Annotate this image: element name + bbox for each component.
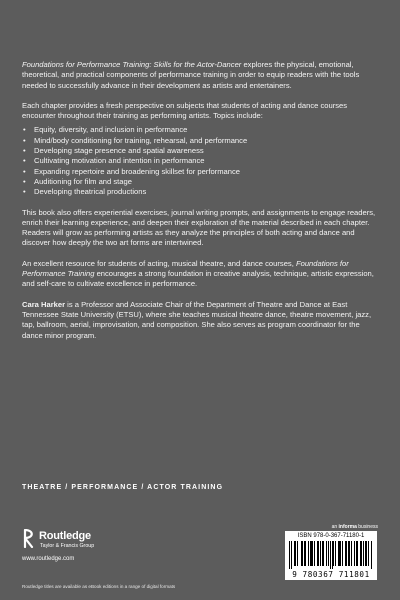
barcode-bar: [323, 541, 324, 566]
barcode-bar: [305, 541, 306, 566]
barcode-bar: [317, 541, 318, 566]
book-title-italic: Foundations for Performance Training: Skills for the Actor-Dancer: [22, 60, 242, 69]
barcode-bar: [322, 541, 323, 566]
ebook-availability-note: Routledge titles are available as eBook editions in a range of digital formats: [22, 584, 176, 589]
subject-category: THEATRE / PERFORMANCE / ACTOR TRAINING: [22, 484, 224, 491]
topic-item: • Developing stage presence and spatial awareness: [22, 146, 378, 156]
barcode-bar: [346, 541, 347, 566]
barcode-bar: [335, 541, 336, 566]
barcode-bar: [357, 541, 358, 566]
barcode-bar: [368, 541, 369, 566]
barcode-bar: [340, 541, 341, 566]
barcode-bar: [361, 541, 362, 566]
topic-item: • Equity, diversity, and inclusion in performance: [22, 125, 378, 135]
barcode-bar: [366, 541, 367, 566]
barcode-bar: [297, 541, 298, 566]
intro-paragraph: [22, 60, 378, 91]
publisher-block: [22, 529, 172, 569]
barcode-bar: [312, 541, 313, 566]
barcode-bar: [304, 541, 305, 566]
barcode-bar: [314, 541, 315, 566]
barcode-icon: [289, 541, 373, 569]
barcode-bar: [339, 541, 340, 566]
topic-item: • Auditioning for film and stage: [22, 177, 378, 187]
author-name: Cara Harker: [22, 299, 66, 309]
barcode-bar: [363, 541, 364, 566]
barcode-bar: [356, 541, 357, 566]
barcode-bar: [333, 541, 334, 566]
barcode-bar: [345, 541, 346, 566]
barcode-bar: [348, 541, 349, 566]
informa-prefix: an: [331, 524, 339, 530]
chapters-paragraph: Each chapter provides a fresh perspective on subjects that students of acting and dance courses encounter throughout their training as performing artists. Topics include:: [22, 100, 348, 121]
publisher-group: Taylor & Francis Group: [40, 543, 95, 549]
barcode-bar: [318, 541, 319, 566]
barcode-bar: [349, 541, 350, 566]
barcode-bar: [342, 541, 343, 566]
barcode-bar: [320, 541, 321, 566]
resource-paragraph: [22, 259, 378, 290]
barcode-bar: [301, 541, 302, 566]
barcode-bar: [289, 541, 290, 569]
barcode-bar: [310, 541, 311, 566]
barcode-bar: [295, 541, 296, 566]
barcode-bar: [351, 541, 352, 566]
isbn-barcode-block: [285, 531, 377, 580]
barcode-bar: [311, 541, 312, 566]
resource-book-title: Foundations for Performance Training: [22, 258, 349, 279]
informa-business-tag: [332, 524, 378, 530]
barcode-bar: [294, 541, 295, 566]
resource-text-start: An excellent resource for students of acting, musical theatre, and dance courses,: [22, 258, 296, 268]
barcode-bar: [302, 541, 303, 566]
informa-suffix: business: [356, 524, 378, 530]
back-cover-blurb: [22, 60, 378, 351]
topics-list: [22, 125, 378, 197]
barcode-bar: [332, 541, 333, 569]
exercises-paragraph: This book also offers experiential exercises, journal writing prompts, and assignments to engage readers, enrich their learning experience, and deepen their exploration of the material described in each chapter. Readers will grow as performing artists as they analyze the principles of both acting and dance and discover how deeply the two art forms are intertwined.: [22, 207, 376, 248]
author-bio-paragraph: [22, 300, 378, 341]
informa-brand: informa: [338, 524, 357, 530]
resource-text-end: encourages a strong foundation in creative analysis, technique, artistic expression, and self-care to cultivate excellence in performance.: [22, 269, 374, 289]
topic-item: • Cultivating motivation and intention in performance: [22, 156, 378, 166]
topic-item: • Expanding repertoire and broadening skillset for performance: [22, 167, 378, 177]
topic-item: • Mind/body conditioning for training, rehearsal, and performance: [22, 136, 378, 146]
barcode-bar: [328, 541, 329, 566]
routledge-logo-icon: [22, 529, 35, 548]
barcode-bar: [360, 541, 361, 566]
barcode-bar: [326, 541, 327, 566]
barcode-bar: [291, 541, 292, 569]
barcode-bar: [365, 541, 366, 566]
barcode-bar: [338, 541, 339, 566]
barcode-bar: [354, 541, 355, 566]
barcode-digits: 9 780367 711801: [292, 570, 370, 579]
publisher-name: Routledge: [39, 530, 91, 542]
barcode-bar: [330, 541, 331, 569]
publisher-url[interactable]: www.routledge.com: [22, 556, 75, 562]
barcode-bar: [371, 541, 372, 569]
intro-text: explores the physical, emotional, theoretical, and practical components of performance training in order to equip readers with the tools needed to successfully advance in their development as artists and entertainers.: [22, 60, 360, 90]
topic-item: • Developing theatrical productions: [22, 187, 378, 197]
author-bio-text: is a Professor and Associate Chair of the Department of Theatre and Dance at East Tennessee State University (ETSU), where she teaches musical theatre dance, theatre movement, jazz, tap, ballroom, aerial, improvisation, and composition. She also serves as program coordinator for the dance minor program.: [22, 299, 372, 340]
barcode-bar: [308, 541, 309, 566]
isbn-label: ISBN 978-0-367-71180-1: [297, 533, 365, 539]
